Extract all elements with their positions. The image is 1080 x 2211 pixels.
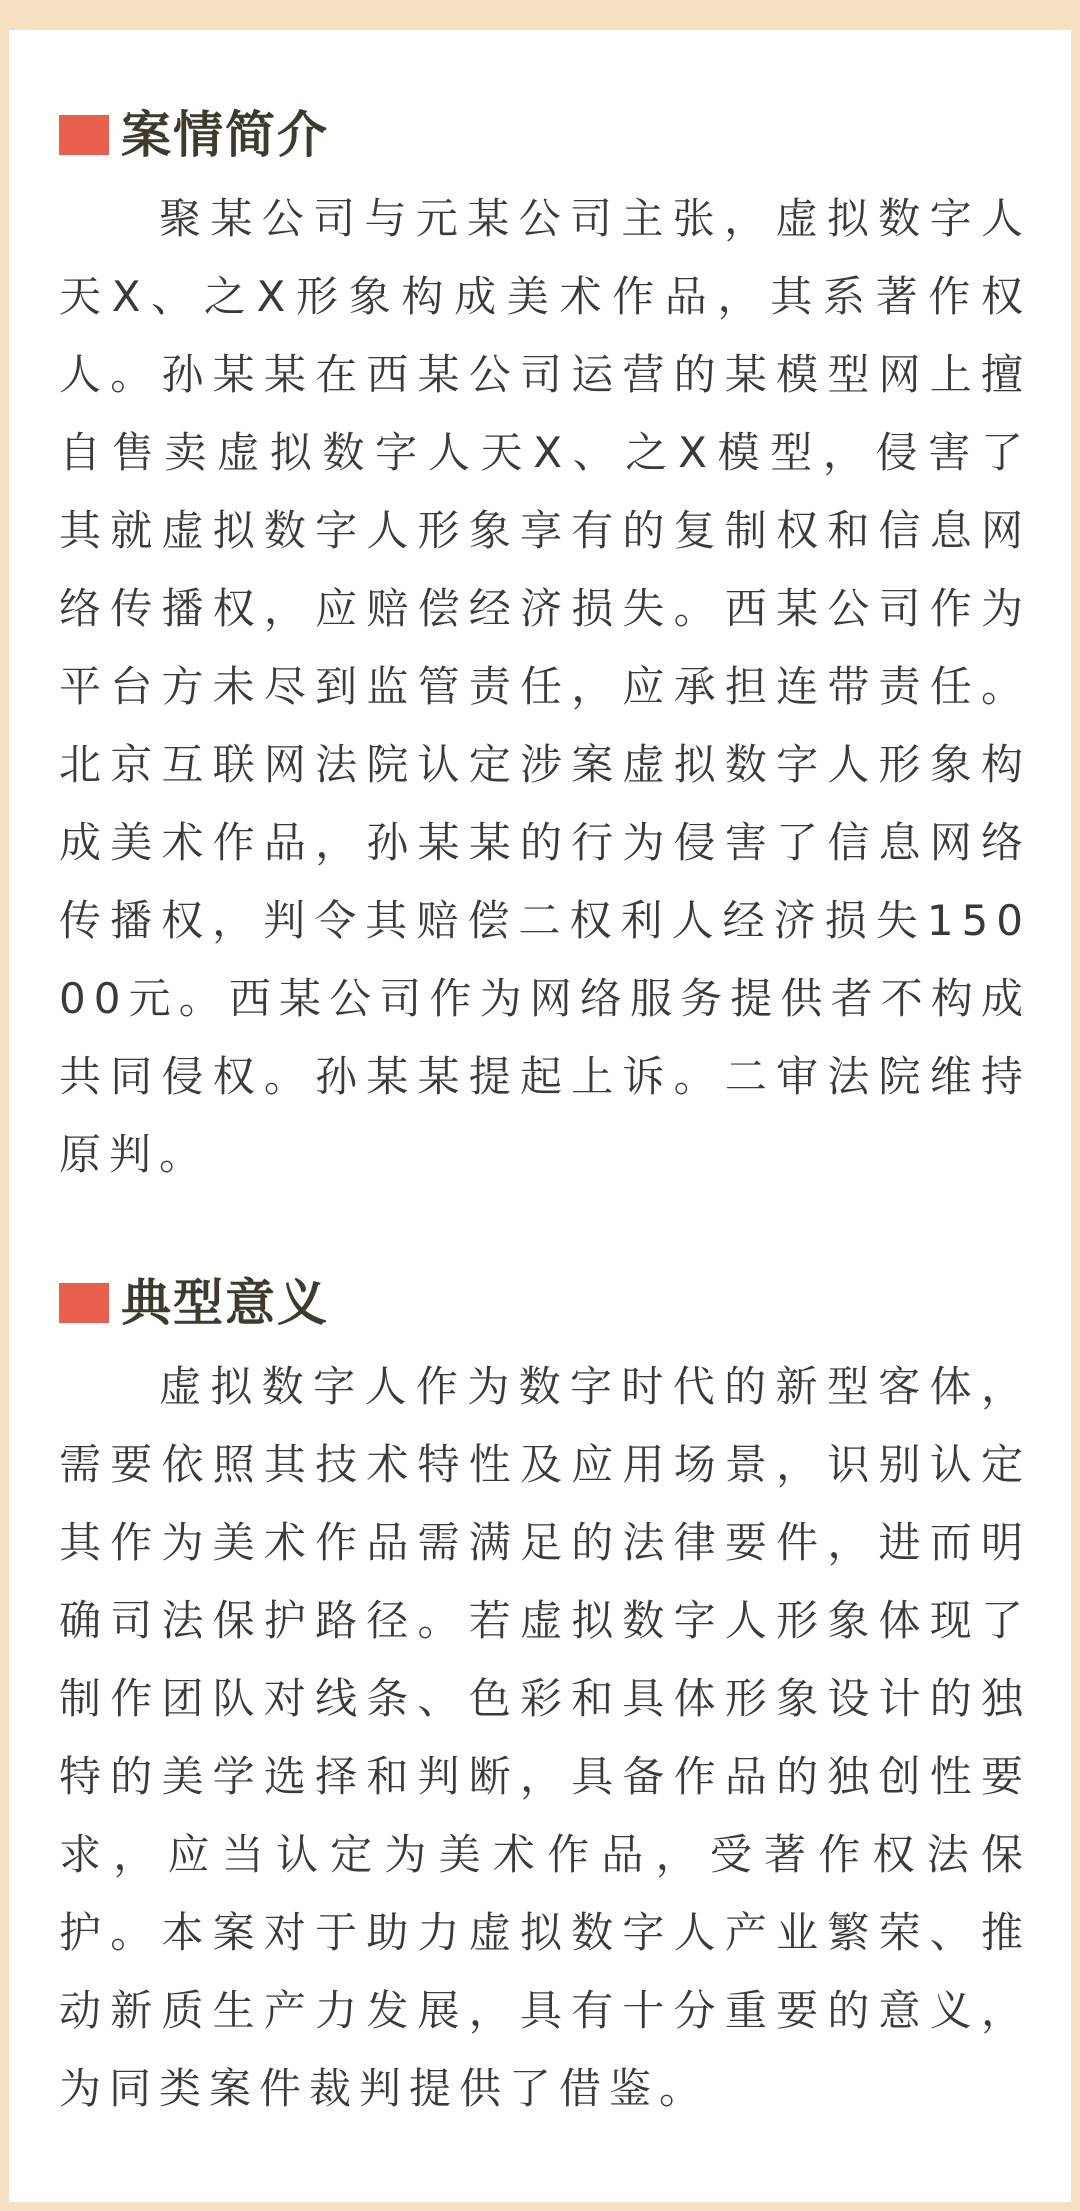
- significance-paragraph: 虚拟数字人作为数字时代的新型客体，需要依照其技术特性及应用场景，识别认定其作为美术作品需满足的法律要件，进而明确司法保护路径。若虚拟数字人形象体现了制作团队对线条、色彩和具体形象设计的独特的美学选择和判断，具备作品的独创性要求，应当认定为美术作品，受著作权法保护。本案对于助力虚拟数字人产业繁荣、推动新质生产力发展，具有十分重要的意义，为同类案件裁判提供了借鉴。: [59, 1362, 1031, 2113]
- case-summary-heading: [59, 96, 1031, 174]
- red-square-marker-icon: [59, 115, 109, 155]
- significance-section: [59, 1264, 1031, 2128]
- red-square-marker-icon: [59, 1283, 109, 1323]
- article-card: [9, 30, 1071, 2202]
- significance-heading: [59, 1264, 1031, 1342]
- case-summary-title: 案情简介: [121, 106, 329, 164]
- significance-title: 典型意义: [121, 1274, 329, 1332]
- case-summary-paragraph: 聚某公司与元某公司主张，虚拟数字人天X、之X形象构成美术作品，其系著作权人。孙某某在西某公司运营的某模型网上擅自售卖虚拟数字人天X、之X模型，侵害了其就虚拟数字人形象享有的复制权和信息网络传播权，应赔偿经济损失。西某公司作为平台方未尽到监管责任，应承担连带责任。北京互联网法院认定涉案虚拟数字人形象构成美术作品，孙某某的行为侵害了信息网络传播权，判令其赔偿二权利人经济损失15000元。西某公司作为网络服务提供者不构成共同侵权。孙某某提起上诉。二审法院维持原判。: [59, 194, 1031, 1179]
- case-summary-section: [59, 96, 1031, 1194]
